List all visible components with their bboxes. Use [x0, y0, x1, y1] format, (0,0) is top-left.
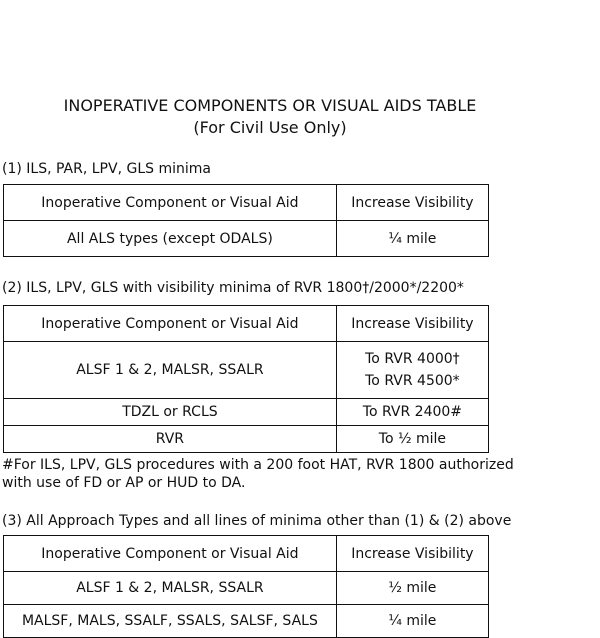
header-component: Inoperative Component or Visual Aid [4, 185, 337, 221]
section-1-table [3, 184, 489, 257]
table-row [4, 399, 489, 426]
row-visibility: ½ mile [336, 572, 488, 605]
table-row [4, 605, 489, 638]
footnote [2, 456, 542, 492]
table-header-row [4, 536, 489, 572]
table-header-row [4, 185, 489, 221]
row-component: ALSF 1 & 2, MALSR, SSALR [4, 572, 337, 605]
section-1-caption: (1) ILS, PAR, LPV, GLS minima [2, 161, 211, 177]
table-row [4, 572, 489, 605]
row-component: MALSF, MALS, SSALF, SSALS, SALSF, SALS [4, 605, 337, 638]
header-visibility: Increase Visibility [336, 185, 488, 221]
row-visibility [336, 342, 488, 399]
section-2-table [3, 305, 489, 453]
header-visibility: Increase Visibility [336, 536, 488, 572]
row-component: ALSF 1 & 2, MALSR, SSALR [4, 342, 337, 399]
section-3-caption: (3) All Approach Types and all lines of minima other than (1) & (2) above [2, 513, 512, 529]
visibility-line-1: To RVR 4000† [365, 351, 460, 367]
table-header-row [4, 306, 489, 342]
header-component: Inoperative Component or Visual Aid [4, 306, 337, 342]
section-3-table [3, 535, 489, 638]
row-visibility: To ½ mile [336, 426, 488, 453]
footnote-line-2: with use of FD or AP or HUD to DA. [2, 475, 246, 491]
row-visibility: ¼ mile [336, 221, 488, 257]
row-component: RVR [4, 426, 337, 453]
footnote-line-1: #For ILS, LPV, GLS procedures with a 200 foot HAT, RVR 1800 authorized [2, 457, 514, 473]
section-2-caption: (2) ILS, LPV, GLS with visibility minima of RVR 1800†/2000*/2200* [2, 280, 464, 296]
header-visibility: Increase Visibility [336, 306, 488, 342]
table-row [4, 342, 489, 399]
visibility-line-2: To RVR 4500* [365, 373, 460, 389]
row-visibility: To RVR 2400# [336, 399, 488, 426]
row-visibility: ¼ mile [336, 605, 488, 638]
table-title: INOPERATIVE COMPONENTS OR VISUAL AIDS TABLE [63, 96, 477, 115]
table-row [4, 221, 489, 257]
row-component: All ALS types (except ODALS) [4, 221, 337, 257]
row-component: TDZL or RCLS [4, 399, 337, 426]
table-row [4, 426, 489, 453]
header-component: Inoperative Component or Visual Aid [4, 536, 337, 572]
table-subtitle: (For Civil Use Only) [193, 118, 347, 137]
